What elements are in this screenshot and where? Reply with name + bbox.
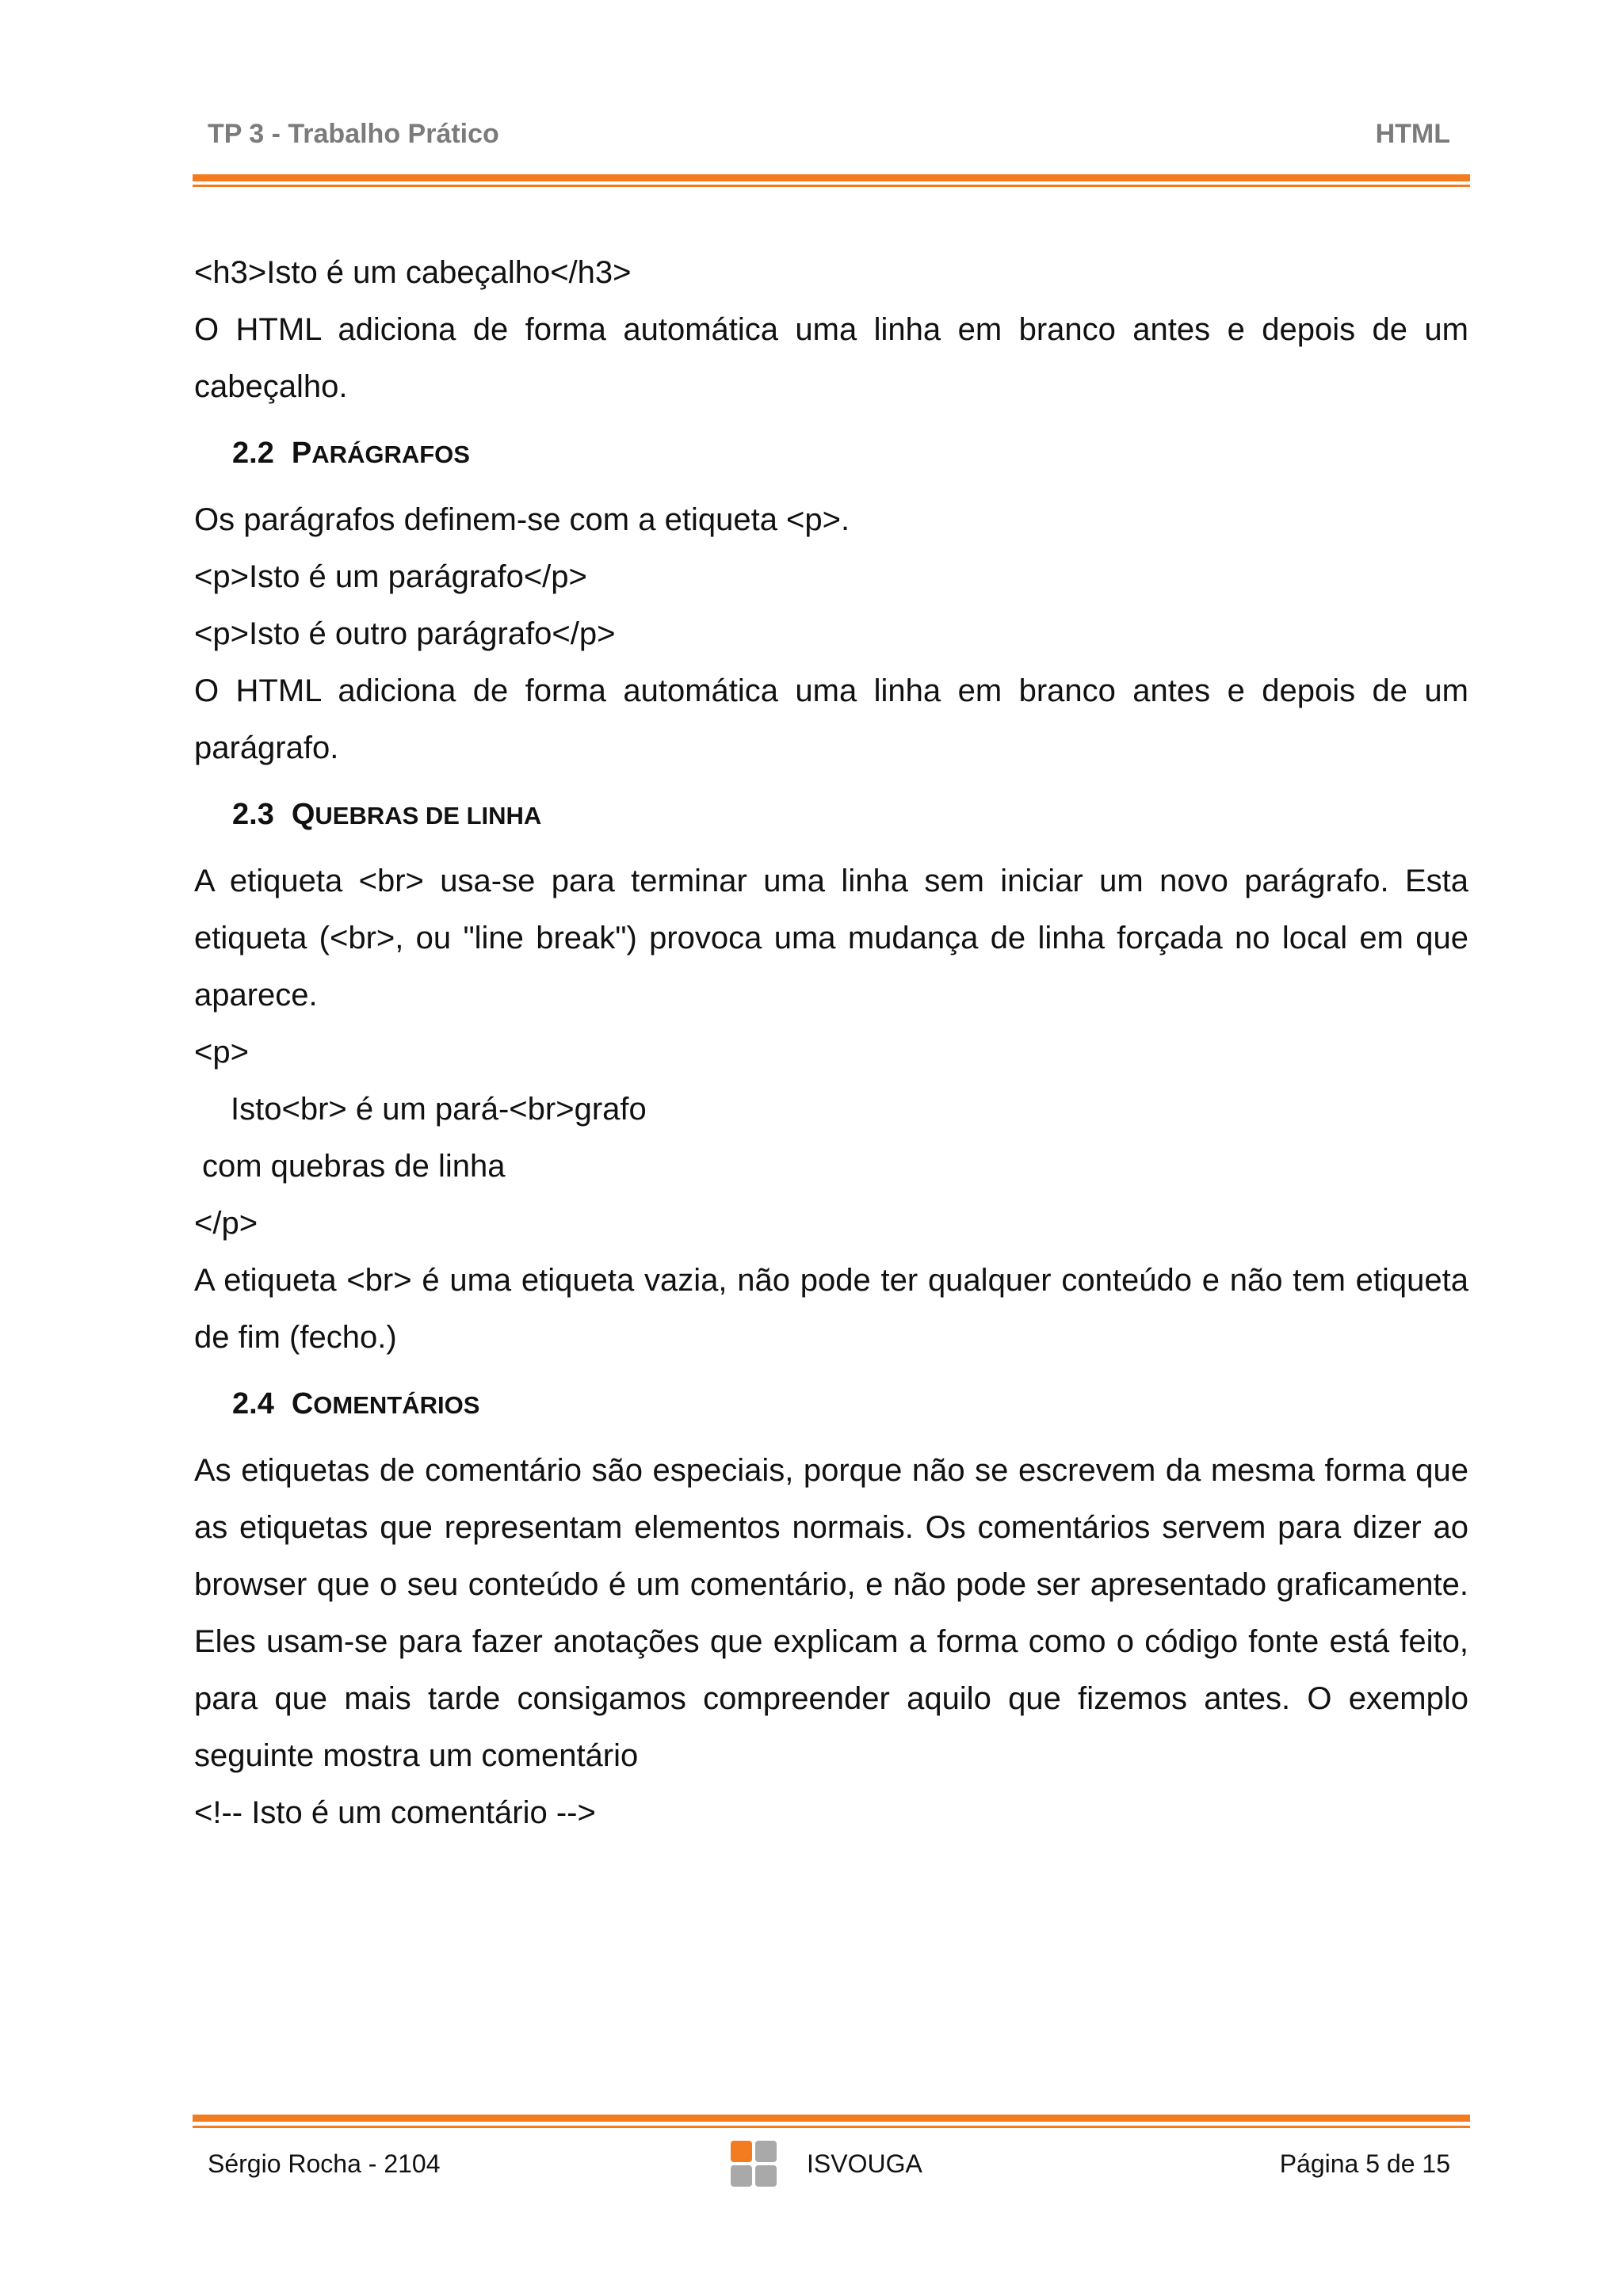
p-example-code-2: <p>Isto é outro parágrafo</p> — [194, 616, 616, 651]
section-heading-quebras — [194, 791, 1468, 840]
section-heading-comentarios — [194, 1380, 1468, 1429]
logo-square-orange — [731, 2141, 752, 2162]
footer-school: ISVOUGA — [807, 2149, 922, 2178]
isvouga-logo-icon — [731, 2141, 778, 2188]
p-example-code-1: <p>Isto é um parágrafo</p> — [194, 559, 587, 594]
section-title-initial: Q — [291, 798, 315, 831]
section-title-initial: C — [291, 1387, 314, 1421]
br-note-paragraph: A etiqueta <br> é uma etiqueta vazia, não pode ter qualquer conteúdo e não tem etiqueta de fim (fecho.) — [194, 1263, 1468, 1355]
section-number: 2.2 — [232, 437, 274, 470]
footer-rule-thin — [193, 2126, 1470, 2128]
section-title-rest: ARÁGRAFOS — [311, 441, 470, 468]
br-code-line-4: </p> — [194, 1206, 258, 1241]
br-code-line-1: <p> — [194, 1035, 249, 1070]
page-body — [194, 244, 1468, 1841]
p-note-paragraph: O HTML adiciona de forma automática uma linha em branco antes e depois de um parágrafo. — [194, 673, 1468, 765]
header-subject: HTML — [1375, 119, 1450, 149]
header-title: TP 3 - Trabalho Prático — [208, 119, 499, 149]
footer-rule-thick — [193, 2115, 1470, 2122]
header-rule-thick — [193, 174, 1470, 181]
h3-example-code: <h3>Isto é um cabeçalho</h3> — [194, 255, 632, 290]
br-intro-paragraph: A etiqueta <br> usa-se para terminar uma linha sem iniciar um novo parágrafo. Esta etiqueta (<br>, ou "line break") provoca uma mudança de linha forçada no local em que aparece. — [194, 864, 1468, 1013]
p-intro-text: Os parágrafos definem-se com a etiqueta <p>. — [194, 502, 850, 537]
section-number: 2.3 — [232, 798, 274, 831]
section-title-initial: P — [291, 437, 312, 470]
comment-example-code: <!-- Isto é um comentário --> — [194, 1795, 596, 1830]
section-heading-paragrafos — [194, 429, 1468, 479]
logo-square-gray — [755, 2165, 777, 2187]
comments-paragraph: As etiquetas de comentário são especiais, porque não se escrevem da mesma forma que as etiquetas que representam elementos normais. Os comentários servem para dizer ao browser que o seu conteúdo é um comentário, e não pode ser apresentado graficamente. Eles usam-se para fazer anotações que explicam a forma como o código fonte está feito, para que mais tarde consigamos compreender aquilo que fizemos antes. O exemplo seguinte mostra um comentário — [194, 1453, 1468, 1773]
section-number: 2.4 — [232, 1387, 274, 1421]
header-rule-thin — [193, 185, 1470, 187]
logo-square-gray — [755, 2141, 777, 2162]
footer-author: Sérgio Rocha - 2104 — [208, 2149, 441, 2178]
section-title-rest: OMENTÁRIOS — [313, 1391, 480, 1419]
logo-square-gray — [731, 2165, 752, 2187]
footer-page-number: Página 5 de 15 — [1279, 2149, 1450, 2178]
section-title-rest: UEBRAS DE LINHA — [315, 802, 542, 830]
br-code-line-2: Isto<br> é um pará-<br>grafo — [231, 1092, 647, 1127]
br-code-line-3: com quebras de linha — [202, 1149, 506, 1184]
h3-note-paragraph: O HTML adiciona de forma automática uma linha em branco antes e depois de um cabeçalho. — [194, 312, 1468, 404]
